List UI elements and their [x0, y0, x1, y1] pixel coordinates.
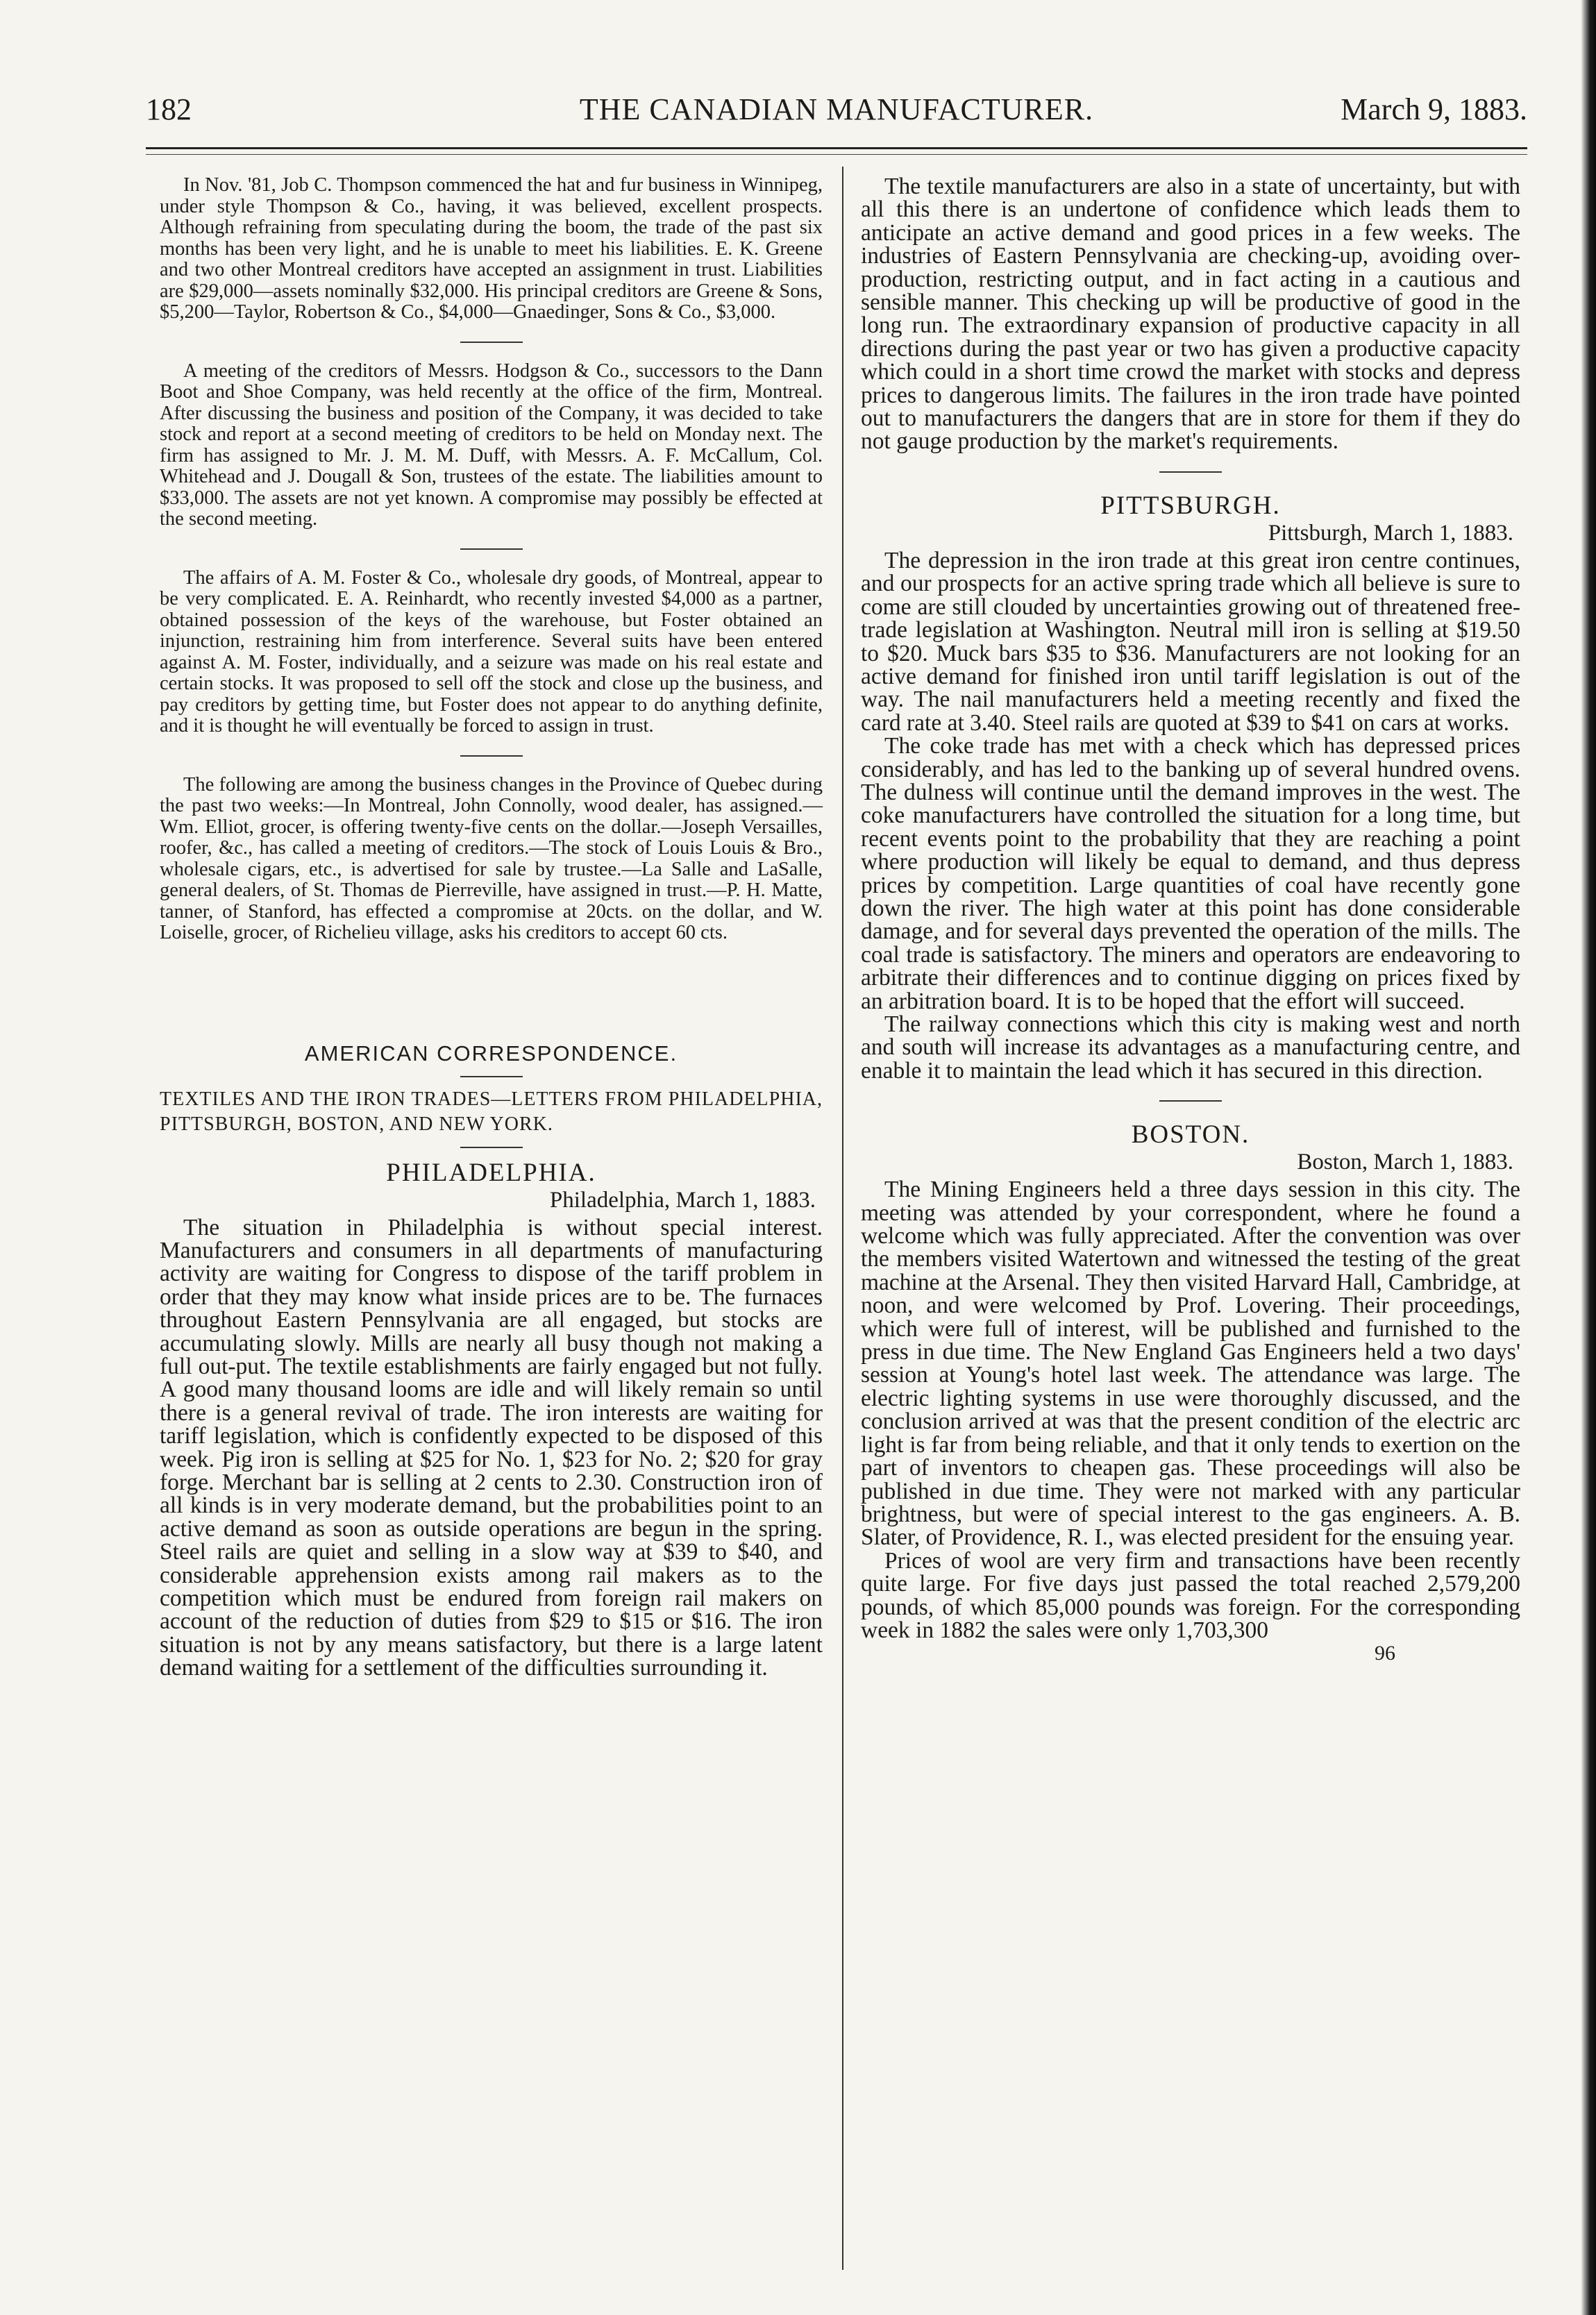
header-rule: [146, 147, 1527, 149]
separator-rule: [460, 342, 523, 343]
dateline-pittsburgh: Pittsburgh, March 1, 1883.: [1268, 520, 1513, 546]
dateline-boston: Boston, March 1, 1883.: [1297, 1150, 1513, 1175]
separator-rule: [460, 548, 523, 550]
page-binding-edge: [1581, 0, 1596, 2315]
article-philadelphia: The situation in Philadelphia is without special interest. Manufacturers and consumers in all departments of manufacturing activity are waiting for Congress to dispose of the tariff problem in order that they may know what inside prices are to be. The furnaces throughout Eastern Pennsylvania are all engaged, but stocks are accumulating slowly. Mills are nearly all busy though not making a full out-put. The textile establishments are fairly engaged but not fully. A good many thousand looms are idle and will likely remain so until there is a general revival of trade. The iron interests are waiting for tariff legislation, which is confidently expected to be disposed of this week. Pig iron is selling at $25 for No. 1, $23 for No. 2; $20 for gray forge. Merchant bar is selling at 2 cents to 2.30. Construction iron of all kinds is in very moderate demand, but the probabilities point to an active demand as soon as outside operations are begun in the spring. Steel rails are quiet and selling in a slow way at $39 to $40, and considerable apprehension exists among rail makers as to the competition which must be endured from foreign rail makers on account of the reduction of duties from $29 to $15 or $16. The iron situation is not by any means satisfactory, but there is a large latent demand waiting for a settlement of the difficulties surrounding it.: [160, 1214, 823, 1681]
separator-rule: [1159, 471, 1222, 473]
separator-rule: [460, 1147, 523, 1148]
dateline-philadelphia: Philadelphia, March 1, 1883.: [549, 1187, 816, 1213]
header-rule-thin: [146, 154, 1527, 155]
article-textile-uncertainty: The textile manufacturers are also in a state of uncertainty, but with all this there is an undertone of confidence which leads them to anticipate an active demand and good prices in a few weeks. The industries of Eastern Pennsylvania are checking-up, avoiding over-production, restricting output, and in fact acting in a cautious and sensible manner. This checking up will be productive of good in the long run. The extraordinary expansion of productive capacity in all directions during the past year or two has given a productive capacity which could in a short time crowd the market with stocks and depress prices to dangerous limits. The failures in the iron trade have pointed out to manufacturers the dangers that are in store for them if they do not gauge production by the market's requirements.: [861, 174, 1520, 455]
city-heading-philadelphia: PHILADELPHIA.: [386, 1158, 596, 1187]
article-foster: The affairs of A. M. Foster & Co., wholesale dry goods, of Montreal, appear to be very complicated. E. A. Reinhardt, who recently invested $4,000 as a partner, obtained possession of the keys of the warehouse, but Foster obtained an injunction, restraining him from interference. Several suits have been entered against A. M. Foster, individually, and a seizure was made on his real estate and certain stocks. It was proposed to sell off the stock and close up the business, and pay creditors by getting time, but Foster does not appear to do anything definite, and it is thought he will eventually be forced to assign in trust.: [160, 566, 823, 736]
publication-title: THE CANADIAN MANUFACTURER.: [579, 92, 1094, 126]
spacer: [160, 944, 823, 1041]
article-pittsburgh-iron: The depression in the iron trade at this great iron centre continues, and our prospects for an active spring trade which all believe is sure to come are still clouded by uncertainties growing out of threatened free-trade legislation at Washington. Neutral mill iron is selling at $19.50 to $20. Muck bars $35 to $36. Manufacturers are not looking for an active demand for finished iron until tariff legislation is out of the way. The nail manufacturers held a meeting recently and fixed the card rate at 3.40. Steel rails are quoted at $39 to $41 on cars at works.: [861, 547, 1520, 736]
separator-rule: [460, 755, 523, 757]
page-number: 182: [146, 92, 192, 126]
article-pittsburgh-railway: The railway connections which this city is making west and north and south will increase its advantages as a manufacturing centre, and enable it to maintain the lead which it has secured in this direction.: [861, 1011, 1520, 1084]
article-boston-wool: Prices of wool are very firm and transactions have been recently quite large. For five days just passed the total reached 2,579,200 pounds, of which 85,000 pounds was foreign. For the corresponding week in 1882 the sales were only 1,703,300: [861, 1547, 1520, 1643]
article-quebec-changes: The following are among the business changes in the Province of Quebec during the past two weeks:—In Montreal, John Connolly, wood dealer, has assigned.—Wm. Elliot, grocer, is offering twenty-five cents on the dollar.—Joseph Versailles, roofer, &c., has called a meeting of creditors.—The stock of Louis Louis & Bro., wholesale cigars, etc., is advertised for sale by trustee.—La Salle and LaSalle, general dealers, of St. Thomas de Pierreville, have assigned in trust.—P. H. Matte, tanner, of Stanford, has effected a compromise at 20cts. on the dollar, and W. Loiselle, grocer, of Richelieu village, asks his creditors to accept 60 cts.: [160, 773, 823, 943]
folio-number: 96: [1375, 1642, 1395, 1665]
right-column: [861, 175, 1520, 1665]
column-divider: [842, 167, 843, 2270]
separator-rule: [460, 1076, 523, 1077]
article-boston-engineers: The Mining Engineers held a three days session in this city. The meeting was attended by your correspondent, where he found a welcome which was fully appreciated. After the convention was over the members visited Watertown and witnessed the testing of the great machine at the Arsenal. They then visited Harvard Hall, Cambridge, at noon, and were welcomed by Prof. Lovering. Their proceedings, which were full of interest, will be published and furnished to the press in due time. The New England Gas Engineers held a two days' session at Young's hotel last week. The attendance was large. The electric lighting systems in use were thoroughly discussed, and the conclusion arrived at was that the present condition of the electric arc light is far from being reliable, and that it only tends to exertion on the part of inventors to cheapen gas. These proceedings will also be published in due time. They were not marked with any particular brightness, but were of special interest to the gas engineers. A. B. Slater, of Providence, R. I., was elected president for the ensuing year.: [861, 1177, 1520, 1551]
page-header: [146, 89, 1527, 131]
city-heading-boston: BOSTON.: [1131, 1120, 1250, 1150]
article-thompson: In Nov. '81, Job C. Thompson commenced the hat and fur business in Winnipeg, under style Thompson & Co., having, it was believed, excellent prospects. Although refraining from speculating during the boom, the trade of the past six months has been very light, and he is unable to meet his liabilities. E. K. Greene and two other Montreal creditors have accepted an assignment in trust. Liabilities are $29,000—assets nominally $32,000. His principal creditors are Greene & Sons, $5,200—Taylor, Robertson & Co., $4,000—Gnaedinger, Sons & Co., $3,000.: [160, 174, 823, 323]
left-column: [160, 175, 823, 1680]
issue-date: March 9, 1883.: [1341, 92, 1527, 126]
article-pittsburgh-coke: The coke trade has met with a check which has depressed prices considerably, and has led to the banking up of several hundred ovens. The dulness will continue until the demand improves in the west. The coke manufacturers have controlled the situation for a long time, but recent events point to the probability that they are reaching a point where production will likely be equal to demand, and thus depress prices by competition. Large quantities of coal have recently gone down the river. The high water at this point has done considerable damage, and for several days prevented the operation of the mills. The coal trade is satisfactory. The miners and operators are endeavoring to arbitrate their differences and to continue digging on prices fixed by an arbitration board. It is to be hoped that the effort will succeed.: [861, 733, 1520, 1014]
article-hodgson: A meeting of the creditors of Messrs. Hodgson & Co., successors to the Dann Boot and Shoe Company, was held recently at the office of the firm, Montreal. After discussing the business and position of the Company, it was decided to take stock and report at a second meeting of creditors to be held on Monday next. The firm has assigned to Mr. J. M. M. Duff, with Messrs. A. F. McCallum, Col. Whitehead and J. Dougall & Son, trustees of the estate. The liabilities amount to $33,000. The assets are not yet known. A compromise may possibly be effected at the second meeting.: [160, 360, 823, 530]
separator-rule: [1159, 1100, 1222, 1102]
section-heading-american-correspondence: AMERICAN CORRESPONDENCE.: [304, 1041, 678, 1066]
city-heading-pittsburgh: PITTSBURGH.: [1100, 491, 1281, 520]
section-subtitle: TEXTILES AND THE IRON TRADES—LETTERS FROM PHILADELPHIA, PITTSBURGH, BOSTON, AND NEW YORK.: [160, 1088, 823, 1135]
